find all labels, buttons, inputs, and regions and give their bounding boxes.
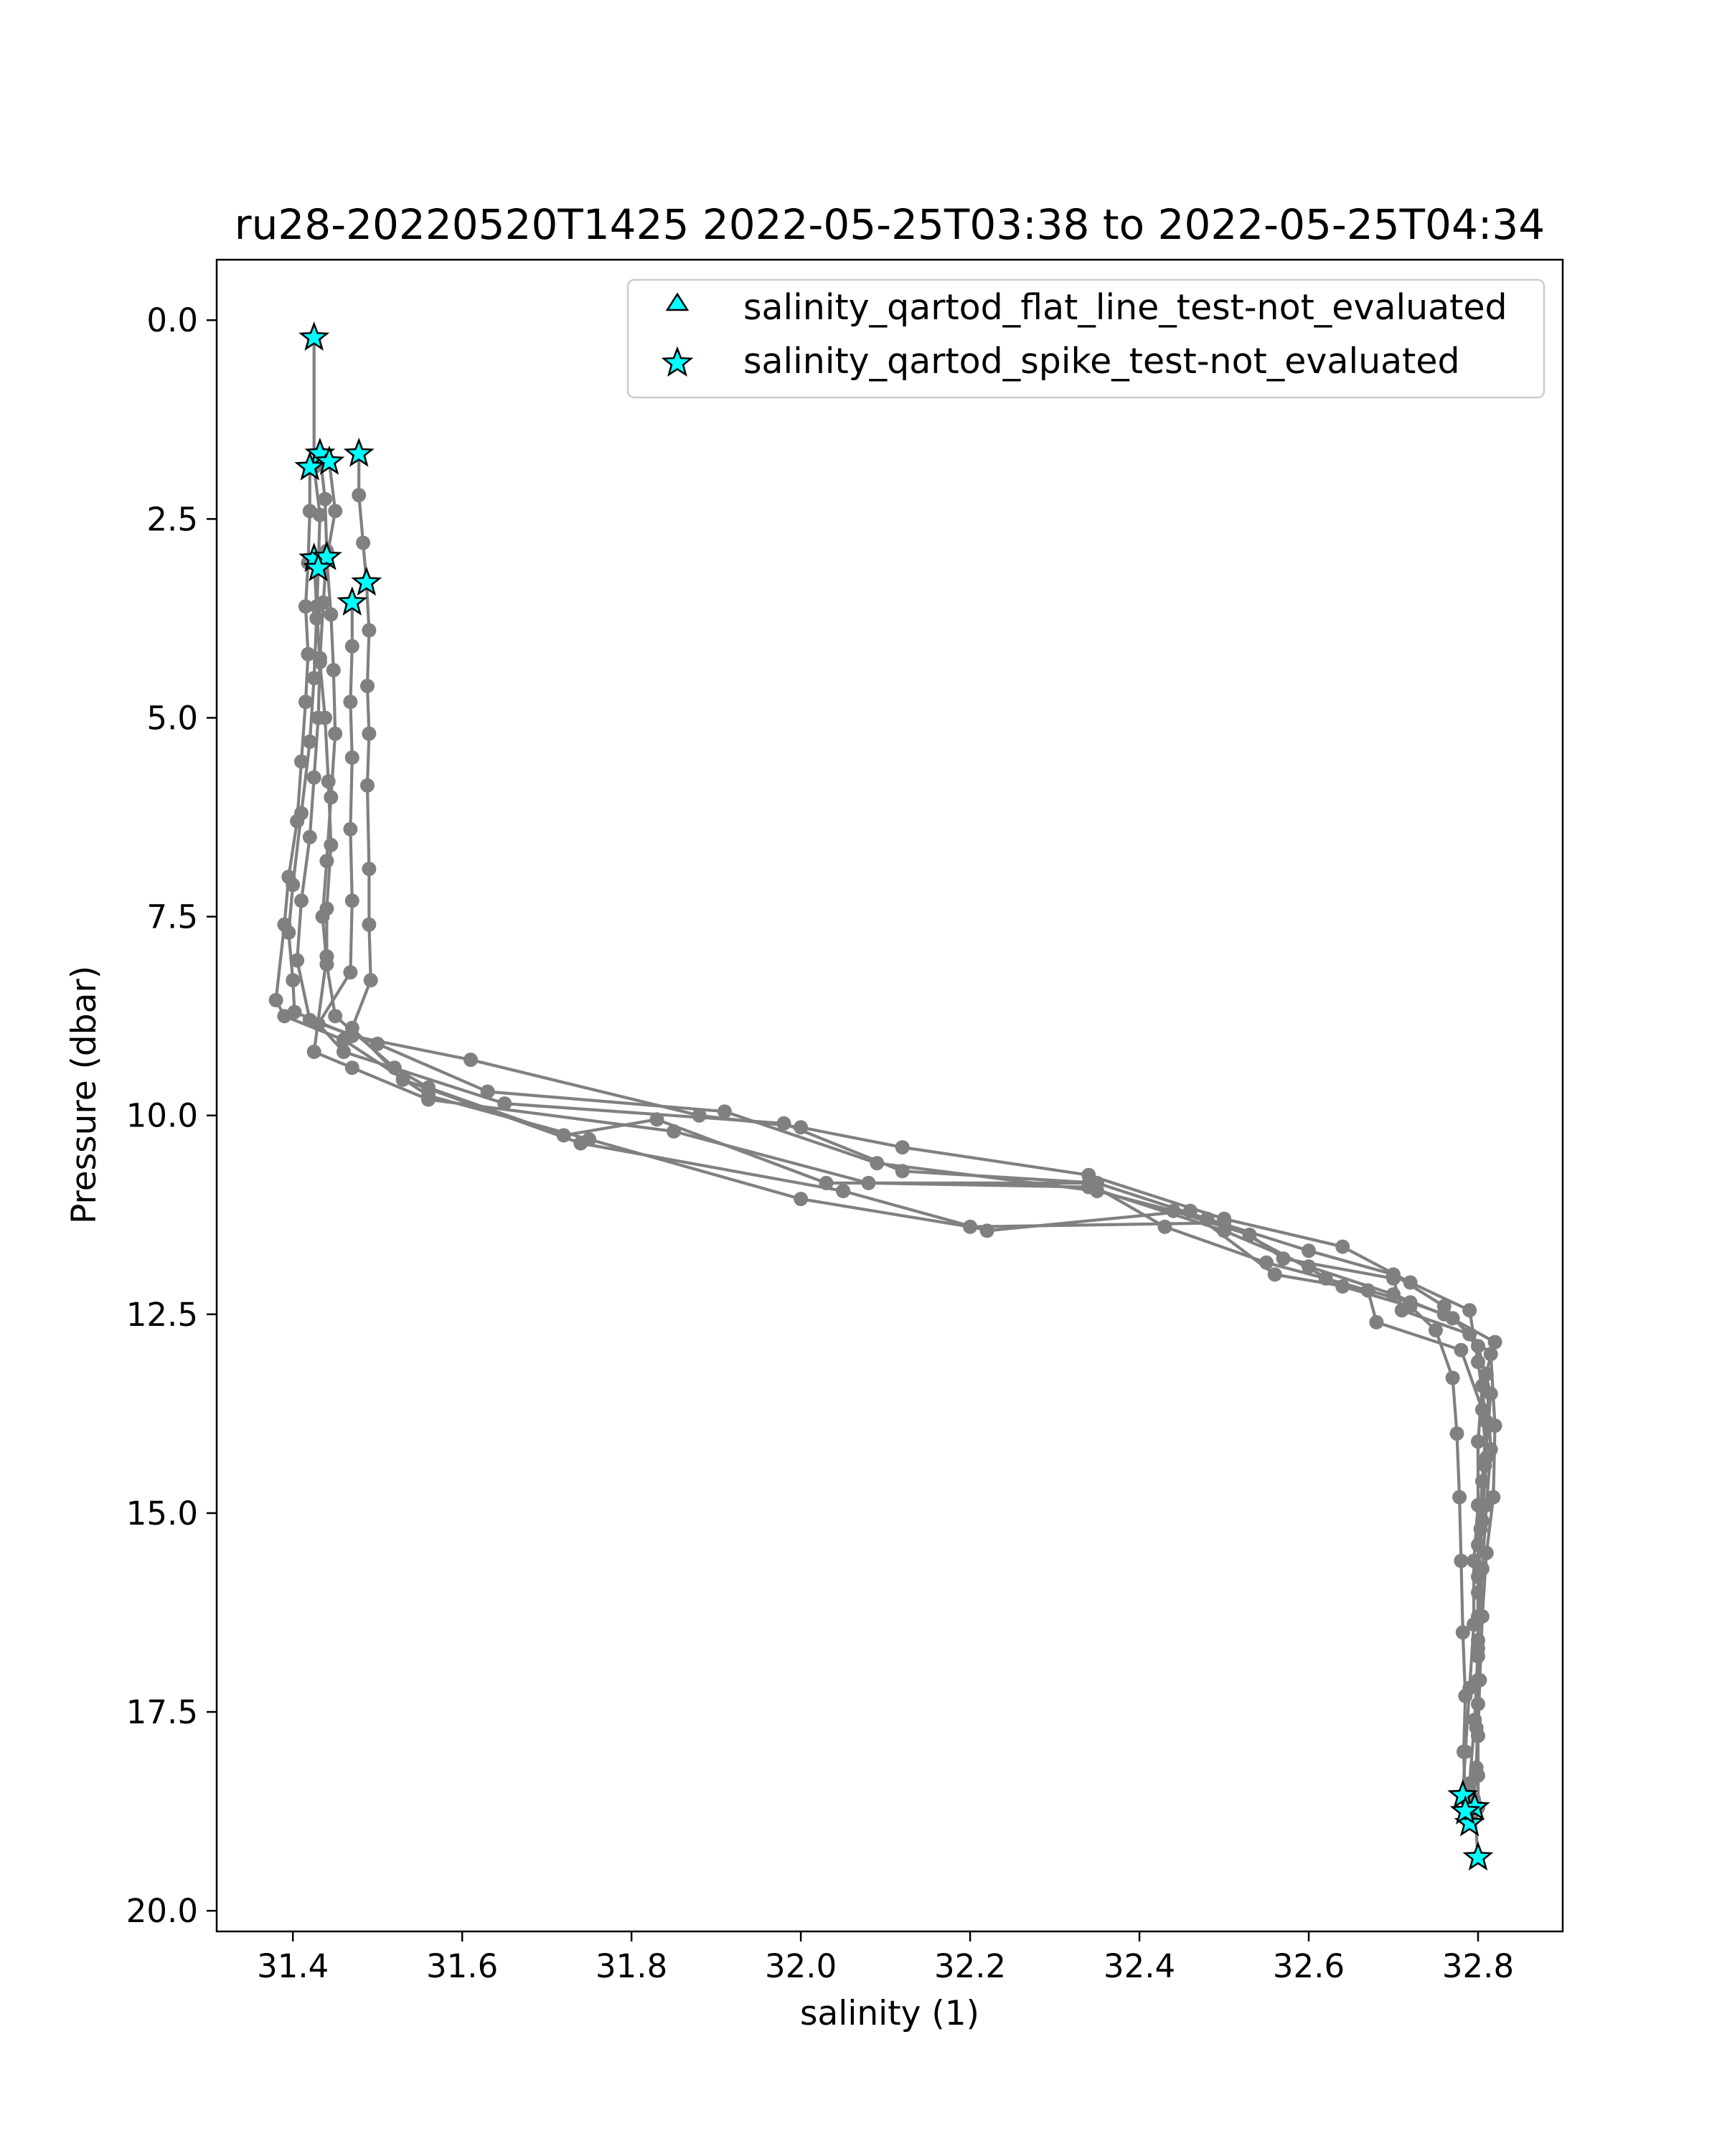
- data-point: [1479, 1545, 1494, 1560]
- data-point: [343, 822, 357, 837]
- data-point: [963, 1220, 977, 1234]
- data-point: [360, 778, 375, 793]
- data-point: [290, 814, 304, 829]
- data-point: [1450, 1426, 1464, 1441]
- data-point: [1386, 1287, 1401, 1301]
- data-point: [345, 1021, 359, 1035]
- data-point: [362, 918, 376, 932]
- data-point: [1369, 1315, 1383, 1329]
- x-tick-label: 32.4: [1103, 1947, 1176, 1985]
- data-point: [345, 893, 359, 908]
- data-point: [895, 1140, 910, 1154]
- data-point: [1454, 1343, 1468, 1357]
- data-point: [303, 830, 317, 844]
- data-point: [298, 695, 313, 709]
- y-tick-label: 10.0: [126, 1096, 198, 1135]
- data-point: [1386, 1267, 1401, 1281]
- data-point: [1478, 1458, 1492, 1472]
- data-point: [1268, 1267, 1282, 1281]
- data-point: [1335, 1279, 1350, 1294]
- data-point: [324, 790, 338, 804]
- data-point: [1454, 1554, 1468, 1568]
- data-point: [343, 695, 357, 709]
- data-point: [1456, 1625, 1470, 1639]
- legend-label-flat-line: salinity_qartod_flat_line_test-not_evaluated: [743, 287, 1507, 328]
- data-point: [1302, 1259, 1316, 1274]
- y-tick-label: 17.5: [126, 1693, 198, 1732]
- data-point: [321, 774, 336, 789]
- data-point: [862, 1176, 876, 1190]
- data-point: [337, 1045, 351, 1059]
- data-point: [667, 1124, 681, 1139]
- data-point: [281, 870, 296, 884]
- data-point: [345, 1060, 359, 1075]
- data-point: [895, 1164, 910, 1178]
- data-point: [324, 838, 338, 852]
- data-point: [1484, 1347, 1498, 1361]
- data-point: [1158, 1220, 1172, 1234]
- data-point: [360, 679, 375, 693]
- y-tick-label: 5.0: [146, 699, 198, 738]
- data-point: [1486, 1490, 1500, 1505]
- y-tick-label: 7.5: [146, 898, 198, 936]
- data-point: [286, 973, 300, 987]
- data-point: [464, 1053, 478, 1067]
- data-point: [307, 1045, 321, 1059]
- data-point: [1474, 1522, 1488, 1536]
- data-point: [277, 918, 291, 932]
- data-point: [290, 954, 304, 968]
- data-point: [718, 1104, 732, 1119]
- data-point: [362, 727, 376, 741]
- data-point: [1484, 1387, 1498, 1401]
- data-point: [421, 1093, 436, 1107]
- legend: [628, 280, 1544, 397]
- data-point: [307, 771, 321, 785]
- data-point: [1335, 1240, 1350, 1254]
- data-point: [319, 854, 334, 868]
- data-point: [1471, 1728, 1485, 1743]
- data-point: [1458, 1689, 1472, 1703]
- data-point: [318, 492, 332, 507]
- x-tick-label: 32.8: [1441, 1947, 1515, 1985]
- chart-title: ru28-20220520T1425 2022-05-25T03:38 to 2022-05-25T04:34: [234, 200, 1545, 249]
- x-tick-label: 32.0: [765, 1947, 837, 1985]
- data-point: [303, 504, 317, 518]
- y-axis-label: Pressure (dbar): [65, 965, 104, 1225]
- data-point: [328, 727, 342, 741]
- data-point: [1488, 1418, 1502, 1433]
- data-point: [1471, 1434, 1485, 1449]
- y-tick-label: 20.0: [126, 1892, 198, 1931]
- data-point: [319, 902, 334, 916]
- data-point: [1217, 1223, 1231, 1238]
- data-point: [1475, 1403, 1490, 1417]
- data-point: [326, 663, 341, 677]
- data-point: [294, 754, 309, 768]
- data-point: [345, 750, 359, 765]
- data-point: [319, 949, 334, 964]
- data-point: [277, 1009, 291, 1023]
- y-tick-label: 2.5: [146, 500, 198, 539]
- data-point: [1452, 1490, 1467, 1505]
- data-point: [352, 488, 366, 502]
- data-point: [328, 1009, 342, 1023]
- data-point: [794, 1192, 808, 1206]
- data-point: [1081, 1180, 1096, 1195]
- x-tick-label: 31.6: [426, 1947, 499, 1985]
- data-point: [1446, 1371, 1460, 1385]
- data-point: [294, 893, 309, 908]
- data-point: [836, 1184, 850, 1198]
- data-point: [1475, 1609, 1490, 1624]
- data-point: [318, 711, 332, 725]
- data-point: [1471, 1649, 1485, 1664]
- x-tick-label: 31.4: [257, 1947, 329, 1985]
- data-point: [343, 965, 357, 979]
- data-point: [1429, 1323, 1443, 1337]
- data-point: [324, 607, 338, 621]
- data-point: [362, 862, 376, 876]
- data-point: [362, 623, 376, 638]
- legend-label-spike: salinity_qartod_spike_test-not_evaluated: [743, 341, 1460, 382]
- data-point: [582, 1132, 596, 1147]
- x-axis-label: salinity (1): [799, 1994, 980, 2033]
- data-point: [1462, 1303, 1477, 1317]
- data-point: [328, 504, 342, 518]
- data-point: [364, 973, 378, 987]
- data-point: [313, 655, 327, 669]
- y-tick-label: 15.0: [126, 1494, 198, 1533]
- data-point: [309, 599, 324, 613]
- y-tick-label: 0.0: [146, 301, 198, 340]
- data-point: [1457, 1745, 1471, 1759]
- data-point: [1446, 1311, 1460, 1325]
- data-point: [1302, 1243, 1316, 1258]
- data-point: [269, 993, 283, 1007]
- y-tick-label: 12.5: [126, 1295, 198, 1334]
- x-tick-label: 32.6: [1272, 1947, 1345, 1985]
- data-point: [1472, 1673, 1487, 1687]
- data-point: [345, 639, 359, 654]
- data-point: [301, 647, 315, 662]
- x-tick-label: 31.8: [596, 1947, 668, 1985]
- data-point: [356, 536, 370, 550]
- data-point: [777, 1116, 791, 1131]
- x-tick-label: 32.2: [933, 1947, 1007, 1985]
